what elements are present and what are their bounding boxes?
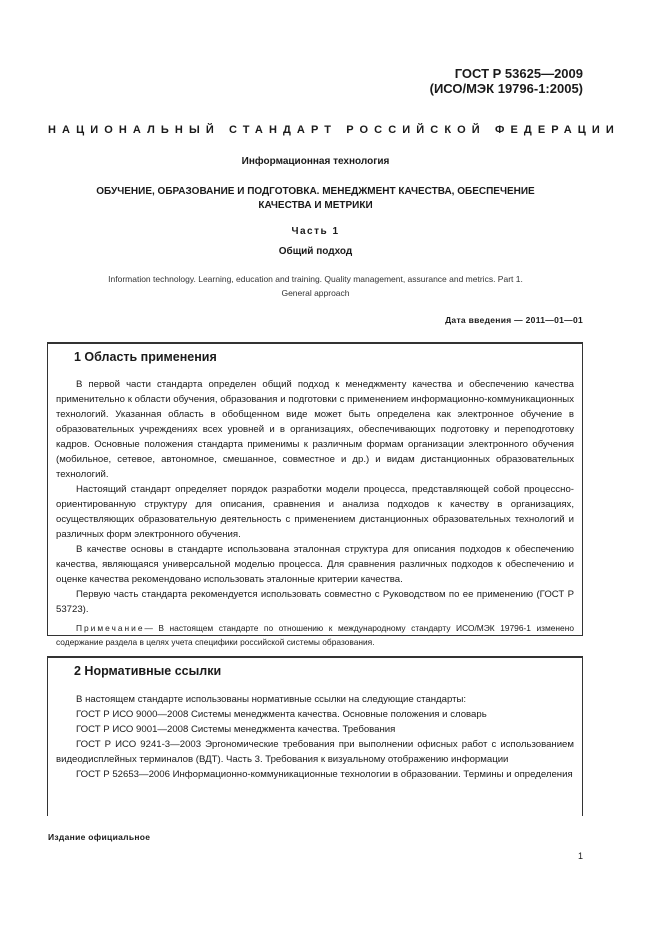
- english-title-line1: Information technology. Learning, education and training. Quality management, assurance and metrics. Part 1.: [108, 274, 523, 284]
- note-text: — В настоящем стандарте по отношению к международному стандарту ИСО/МЭК 19796-1 изменено содержание раздела в целях учета специфики российской системы образования.: [56, 623, 574, 647]
- section-scope-paragraph-4: Первую часть стандарта рекомендуется использовать совместно с Руководством по ее применению (ГОСТ Р 53723).: [56, 589, 574, 615]
- section-scope: [47, 342, 583, 647]
- reference-item: ГОСТ Р ИСО 9000—2008 Системы менеджмента качества. Основные положения и словарь: [76, 709, 487, 720]
- national-standard-banner: НАЦИОНАЛЬНЫЙ СТАНДАРТ РОССИЙСКОЙ ФЕДЕРАЦИИ: [48, 124, 620, 136]
- section-scope-title: 1 Область применения: [74, 350, 217, 364]
- reference-item: ГОСТ Р ИСО 9241-3—2003 Эргономические требования при выполнении офисных работ с использованием видеодисплейных терминалов (ВДТ). Часть 3. Требования к визуальному отображению информации: [56, 739, 574, 765]
- section-references-title: 2 Нормативные ссылки: [74, 664, 222, 678]
- part-title: Часть 1: [291, 226, 340, 237]
- section-references-intro: В настоящем стандарте использованы нормативные ссылки на следующие стандарты:: [76, 694, 467, 705]
- introduction-date: Дата введения — 2011—01—01: [445, 315, 583, 325]
- document-code: [430, 66, 583, 96]
- title-info-tech: Информационная технология: [241, 156, 390, 167]
- section-normative-references: [47, 656, 583, 816]
- main-title: [48, 185, 583, 213]
- page-number: 1: [577, 851, 583, 861]
- document-code-line2: (ИСО/МЭК 19796-1:2005): [429, 81, 583, 96]
- document-code-line1: ГОСТ Р 53625—2009: [454, 66, 583, 81]
- main-title-line2: КАЧЕСТВА И МЕТРИКИ: [258, 200, 373, 211]
- reference-item: ГОСТ Р 52653—2006 Информационно-коммуникационные технологии в образовании. Термины и определения: [76, 769, 573, 780]
- reference-item: ГОСТ Р ИСО 9001—2008 Системы менеджмента качества. Требования: [76, 724, 396, 735]
- section-scope-paragraph-3: В качестве основы в стандарте использована эталонная структура для описания подходов к обеспечению качества, являющаяся универсальной моделью процесса. Для сравнения различных подходов к обеспечению и оценке качества рекомендовано использовать эталонные критерии качества.: [56, 544, 574, 585]
- section-scope-paragraph-2: Настоящий стандарт определяет порядок разработки модели процесса, представляющей собой процессно-ориентированную структуру для описания, сравнения и анализа подходов к качеству в организациях, осуществляющих образовательную деятельность с применением дистанционных образовательных технологий и различных форм электронного обучения.: [56, 484, 574, 540]
- section-scope-note: [56, 621, 574, 649]
- english-title: [48, 272, 583, 300]
- english-title-line2: General approach: [281, 288, 350, 298]
- note-label: Примечание: [76, 623, 145, 633]
- section-scope-paragraph-1: В первой части стандарта определен общий подход к менеджменту качества и обеспечению качества применительно к области обучения, образования и подготовки с применением информационно-коммуникационных технологий. Указанная область в обобщенном виде может быть определена как электронное обучение в образовательных учреждениях всех уровней и в организациях, обеспечивающих подготовку и переподготовку кадров. Основные положения стандарта применимы к различным формам организации электронного обучения (мобильное, сетевое, автономное, смешанное, совместное и др.) и видам дистанционных образовательных технологий.: [56, 379, 574, 480]
- official-edition-label: Издание официальное: [48, 832, 151, 842]
- part-subtitle: Общий подход: [278, 246, 353, 257]
- main-title-line1: ОБУЧЕНИЕ, ОБРАЗОВАНИЕ И ПОДГОТОВКА. МЕНЕДЖМЕНТ КАЧЕСТВА, ОБЕСПЕЧЕНИЕ: [96, 186, 535, 197]
